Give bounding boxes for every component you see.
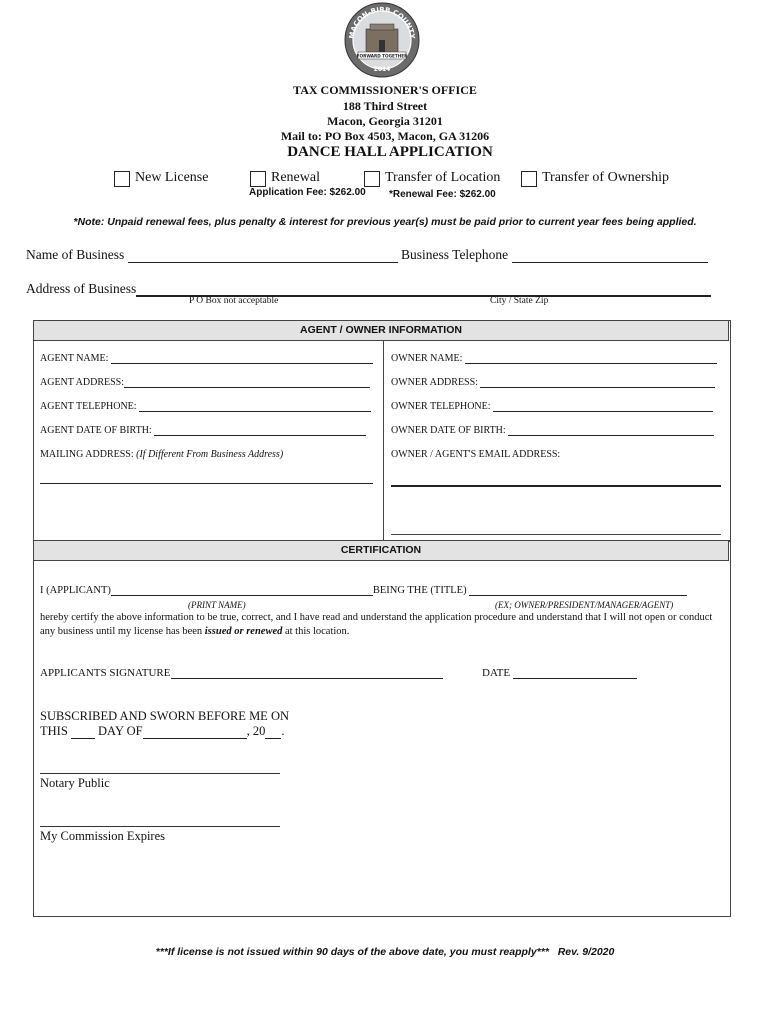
- page-title: DANCE HALL APPLICATION: [287, 144, 493, 160]
- po-box-note: P O Box not acceptable: [189, 296, 279, 306]
- agent-dob-field[interactable]: [154, 426, 366, 436]
- agent-telephone-field[interactable]: [139, 402, 371, 412]
- office-name: TAX COMMISSIONER'S OFFICE: [293, 83, 477, 97]
- application-fee: Application Fee: $262.00: [249, 187, 366, 198]
- office-street: 188 Third Street: [342, 99, 428, 113]
- sworn-year-field[interactable]: [265, 727, 281, 739]
- agent-name-label: AGENT NAME:: [40, 353, 109, 364]
- business-name-field[interactable]: [128, 250, 398, 263]
- business-address-label: Address of Business: [26, 281, 137, 296]
- owner-email-extra-line: [391, 534, 721, 535]
- sworn-end: .: [281, 724, 285, 738]
- notary-signature-line[interactable]: [40, 773, 280, 774]
- owner-address-field[interactable]: [480, 378, 715, 388]
- transfer-ownership-label: Transfer of Ownership: [542, 170, 670, 185]
- owner-email-label: OWNER / AGENT'S EMAIL ADDRESS:: [391, 449, 561, 460]
- sworn-year-label: , 20: [246, 724, 266, 738]
- sworn-line1: SUBSCRIBED AND SWORN BEFORE ME ON: [40, 709, 289, 723]
- owner-dob-field[interactable]: [508, 426, 714, 436]
- sworn-this-label: THIS: [40, 724, 68, 738]
- seal-banner-text: FORWARD TOGETHER: [356, 53, 408, 59]
- agent-address-field[interactable]: [124, 378, 370, 388]
- date-label: DATE: [482, 667, 511, 679]
- sworn-line2: [40, 724, 284, 739]
- applicant-row: [40, 585, 687, 596]
- title-examples-note: (EX; OWNER/PRESIDENT/MANAGER/AGENT): [495, 600, 674, 610]
- applicant-label: I (APPLICANT): [40, 585, 111, 596]
- certification-statement: [40, 611, 720, 639]
- owner-telephone-row: [391, 401, 713, 412]
- seal-ring-text: MACON-BIBB COUNTY: [347, 5, 417, 40]
- being-the-title-label: BEING THE (TITLE): [372, 585, 467, 596]
- agent-name-row: [40, 353, 373, 364]
- date-field[interactable]: [513, 668, 637, 679]
- statement-part1: hereby certify the above information to be true, correct, and I have read and understand the application procedure and understand that I will not open or conduct any business until my license has been: [40, 612, 713, 637]
- business-address-row: [26, 281, 711, 297]
- agent-owner-divider: [383, 340, 384, 540]
- agent-dob-row: [40, 425, 366, 436]
- mailing-address-field[interactable]: [40, 474, 373, 484]
- certification-heading: CERTIFICATION: [33, 540, 729, 561]
- new-license-label: New License: [135, 170, 209, 185]
- business-name-label: Name of Business: [26, 247, 125, 262]
- footer: [0, 946, 770, 958]
- revision: Rev. 9/2020: [557, 946, 615, 958]
- owner-address-label: OWNER ADDRESS:: [391, 377, 478, 388]
- applicant-name-field[interactable]: [111, 586, 373, 596]
- renewal-label: Renewal: [271, 170, 320, 185]
- transfer-location-label: Transfer of Location: [385, 170, 501, 185]
- office-city: Macon, Georgia 31201: [327, 114, 443, 128]
- owner-name-label: OWNER NAME:: [391, 353, 463, 364]
- owner-name-row: [391, 353, 717, 364]
- signature-label: APPLICANTS SIGNATURE: [40, 667, 171, 679]
- owner-telephone-field[interactable]: [493, 402, 713, 412]
- owner-dob-label: OWNER DATE OF BIRTH:: [391, 425, 506, 436]
- owner-address-row: [391, 377, 715, 388]
- agent-telephone-row: [40, 401, 371, 412]
- commission-expires-label: My Commission Expires: [40, 829, 166, 843]
- agent-dob-label: AGENT DATE OF BIRTH:: [40, 425, 152, 436]
- owner-dob-row: [391, 425, 714, 436]
- renewal-checkbox[interactable]: [250, 171, 266, 187]
- notary-public-label: Notary Public: [40, 776, 110, 790]
- owner-name-field[interactable]: [465, 354, 717, 364]
- agent-address-row: [40, 377, 370, 388]
- sworn-day-field[interactable]: [71, 727, 95, 739]
- statement-emphasis: issued or renewed: [204, 626, 283, 637]
- agent-name-field[interactable]: [111, 354, 373, 364]
- transfer-ownership-checkbox[interactable]: [521, 171, 537, 187]
- mailing-address-label: MAILING ADDRESS:: [40, 449, 134, 460]
- owner-email-row: [391, 449, 560, 460]
- agent-address-label: AGENT ADDRESS:: [40, 377, 124, 388]
- owner-email-field[interactable]: [391, 476, 721, 487]
- unpaid-fees-note: *Note: Unpaid renewal fees, plus penalty & interest for previous year(s) must be paid prior to current year fees being applied.: [73, 216, 697, 228]
- business-telephone-label: Business Telephone: [401, 247, 509, 262]
- owner-telephone-label: OWNER TELEPHONE:: [391, 401, 491, 412]
- seal-year: 2014: [373, 66, 391, 73]
- sworn-day-of-label: DAY OF: [98, 724, 143, 738]
- commission-expires-line[interactable]: [40, 826, 280, 827]
- reapply-note: ***If license is not issued within 90 days of the above date, you must reapply***: [155, 946, 549, 958]
- county-seal-logo: [344, 2, 420, 78]
- signature-row: [40, 667, 443, 679]
- agent-telephone-label: AGENT TELEPHONE:: [40, 401, 137, 412]
- renewal-fee: *Renewal Fee: $262.00: [389, 189, 496, 200]
- print-name-note: (PRINT NAME): [188, 600, 246, 610]
- office-mail-to: Mail to: PO Box 4503, Macon, GA 31206: [280, 129, 490, 143]
- date-row: [482, 667, 637, 679]
- signature-field[interactable]: [171, 668, 443, 679]
- new-license-checkbox[interactable]: [114, 171, 130, 187]
- statement-part2: at this location.: [282, 626, 350, 637]
- sworn-month-field[interactable]: [143, 727, 247, 739]
- mailing-address-row: [40, 449, 283, 460]
- business-telephone-field[interactable]: [512, 250, 708, 263]
- applicant-title-field[interactable]: [469, 586, 687, 596]
- transfer-location-checkbox[interactable]: [364, 171, 380, 187]
- business-address-field[interactable]: [136, 283, 711, 297]
- mailing-address-note: (If Different From Business Address): [136, 449, 284, 460]
- business-name-row: [26, 247, 708, 263]
- agent-owner-heading: AGENT / OWNER INFORMATION: [33, 320, 729, 341]
- city-state-zip-note: City / State Zip: [490, 296, 549, 306]
